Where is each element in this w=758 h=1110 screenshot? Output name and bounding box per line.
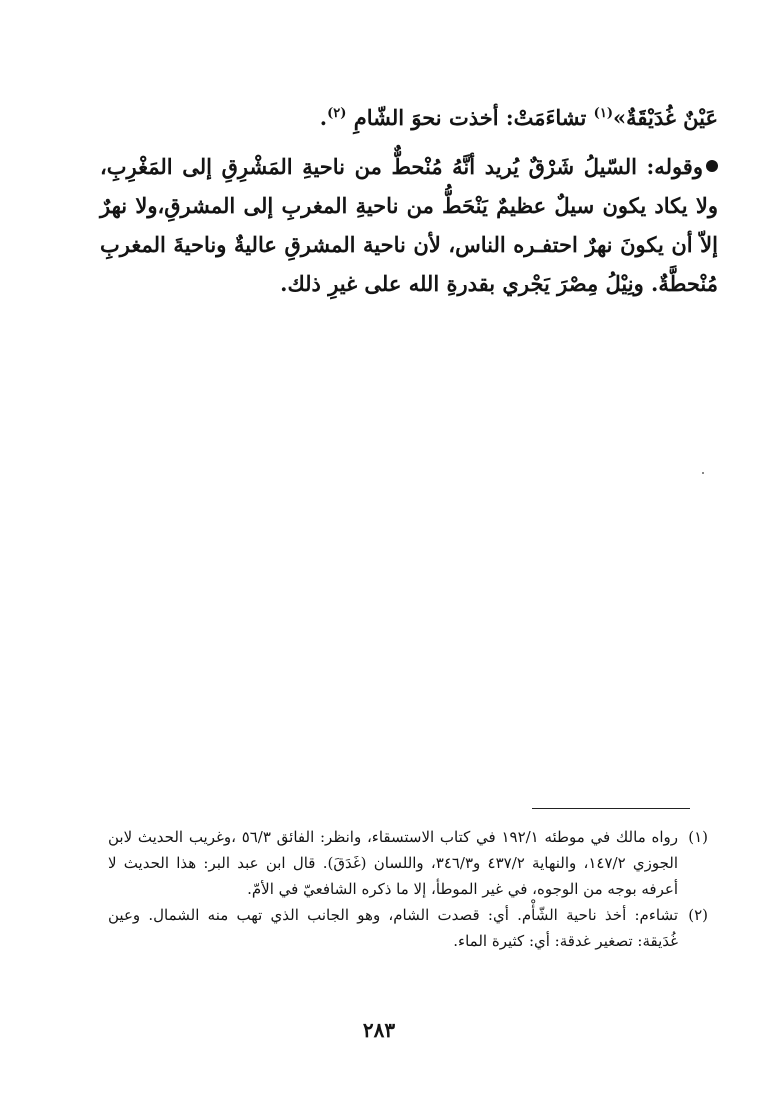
- definition-text: تشاءَمَتْ: أخذت نحوَ الشّامِ: [353, 105, 587, 130]
- footnote-text: رواه مالك في موطئه ١٩٢/١ في كتاب الاستسقاء، وانظر: الفائق ٥٦/٣ ،وغريب الحديث لابن الجوزي ١٤٧/٢، والنهاية ٤٣٧/٢ و٣٤٦/٣، واللسان (غَدَقَ). قال ابن عبد البر: هذا الحديث لا أعرفه بوجه من الوجوه، في غير الموطأ، إلا ما ذكره الشافعيّ في الأمّ.: [108, 828, 679, 898]
- footnote-1: [108, 824, 708, 902]
- opening-line: [100, 98, 718, 137]
- page-number: ٢٨٣: [362, 1018, 396, 1042]
- commentary-paragraph: [100, 147, 718, 303]
- footnote-divider: [532, 808, 690, 809]
- footnote-number: (١): [688, 828, 708, 846]
- footnote-number: (٢): [688, 906, 708, 924]
- footnote-ref-1: (١): [593, 106, 613, 121]
- paragraph-text: وقوله: السّيلُ شَرْقٌ يُريد أنَّهُ مُنْحطٌّ من ناحيةِ المَشْرِقِ إلى المَغْرِبِ، ولا يكاد يكون سيلٌ عظيمٌ يَنْحَطُّ من ناحيةِ المغربِ إلى المشرقِ،ولا نهرٌ إلاّ أن يكونَ نهرٌ احتفـره الناس، لأن ناحية المشرقِ عاليةٌ وناحيةَ المغربِ مُنْحطَّةٌ. ونِيْلُ مِصْرَ يَجْري بقدرةِ الله على غيرِ ذلك.: [100, 154, 718, 296]
- footnote-ref-2: (٢): [327, 106, 347, 121]
- footnote-text: تشاءم: أخذ ناحية الشّأْم. أي: قصدت الشام، وهو الجانب الذي تهب منه الشمال. وعين غُدَيقة: تصغير غدقة: أي: كثيرة الماء.: [108, 906, 678, 950]
- main-text: [100, 98, 718, 303]
- bullet-icon: [706, 160, 718, 172]
- quoted-phrase: عَيْنٌ غُدَيْقَةٌ»: [612, 105, 718, 130]
- footnote-2: [108, 902, 708, 954]
- scan-speck: [702, 472, 704, 474]
- sentence-end: .: [319, 105, 328, 130]
- footnotes: [108, 824, 708, 954]
